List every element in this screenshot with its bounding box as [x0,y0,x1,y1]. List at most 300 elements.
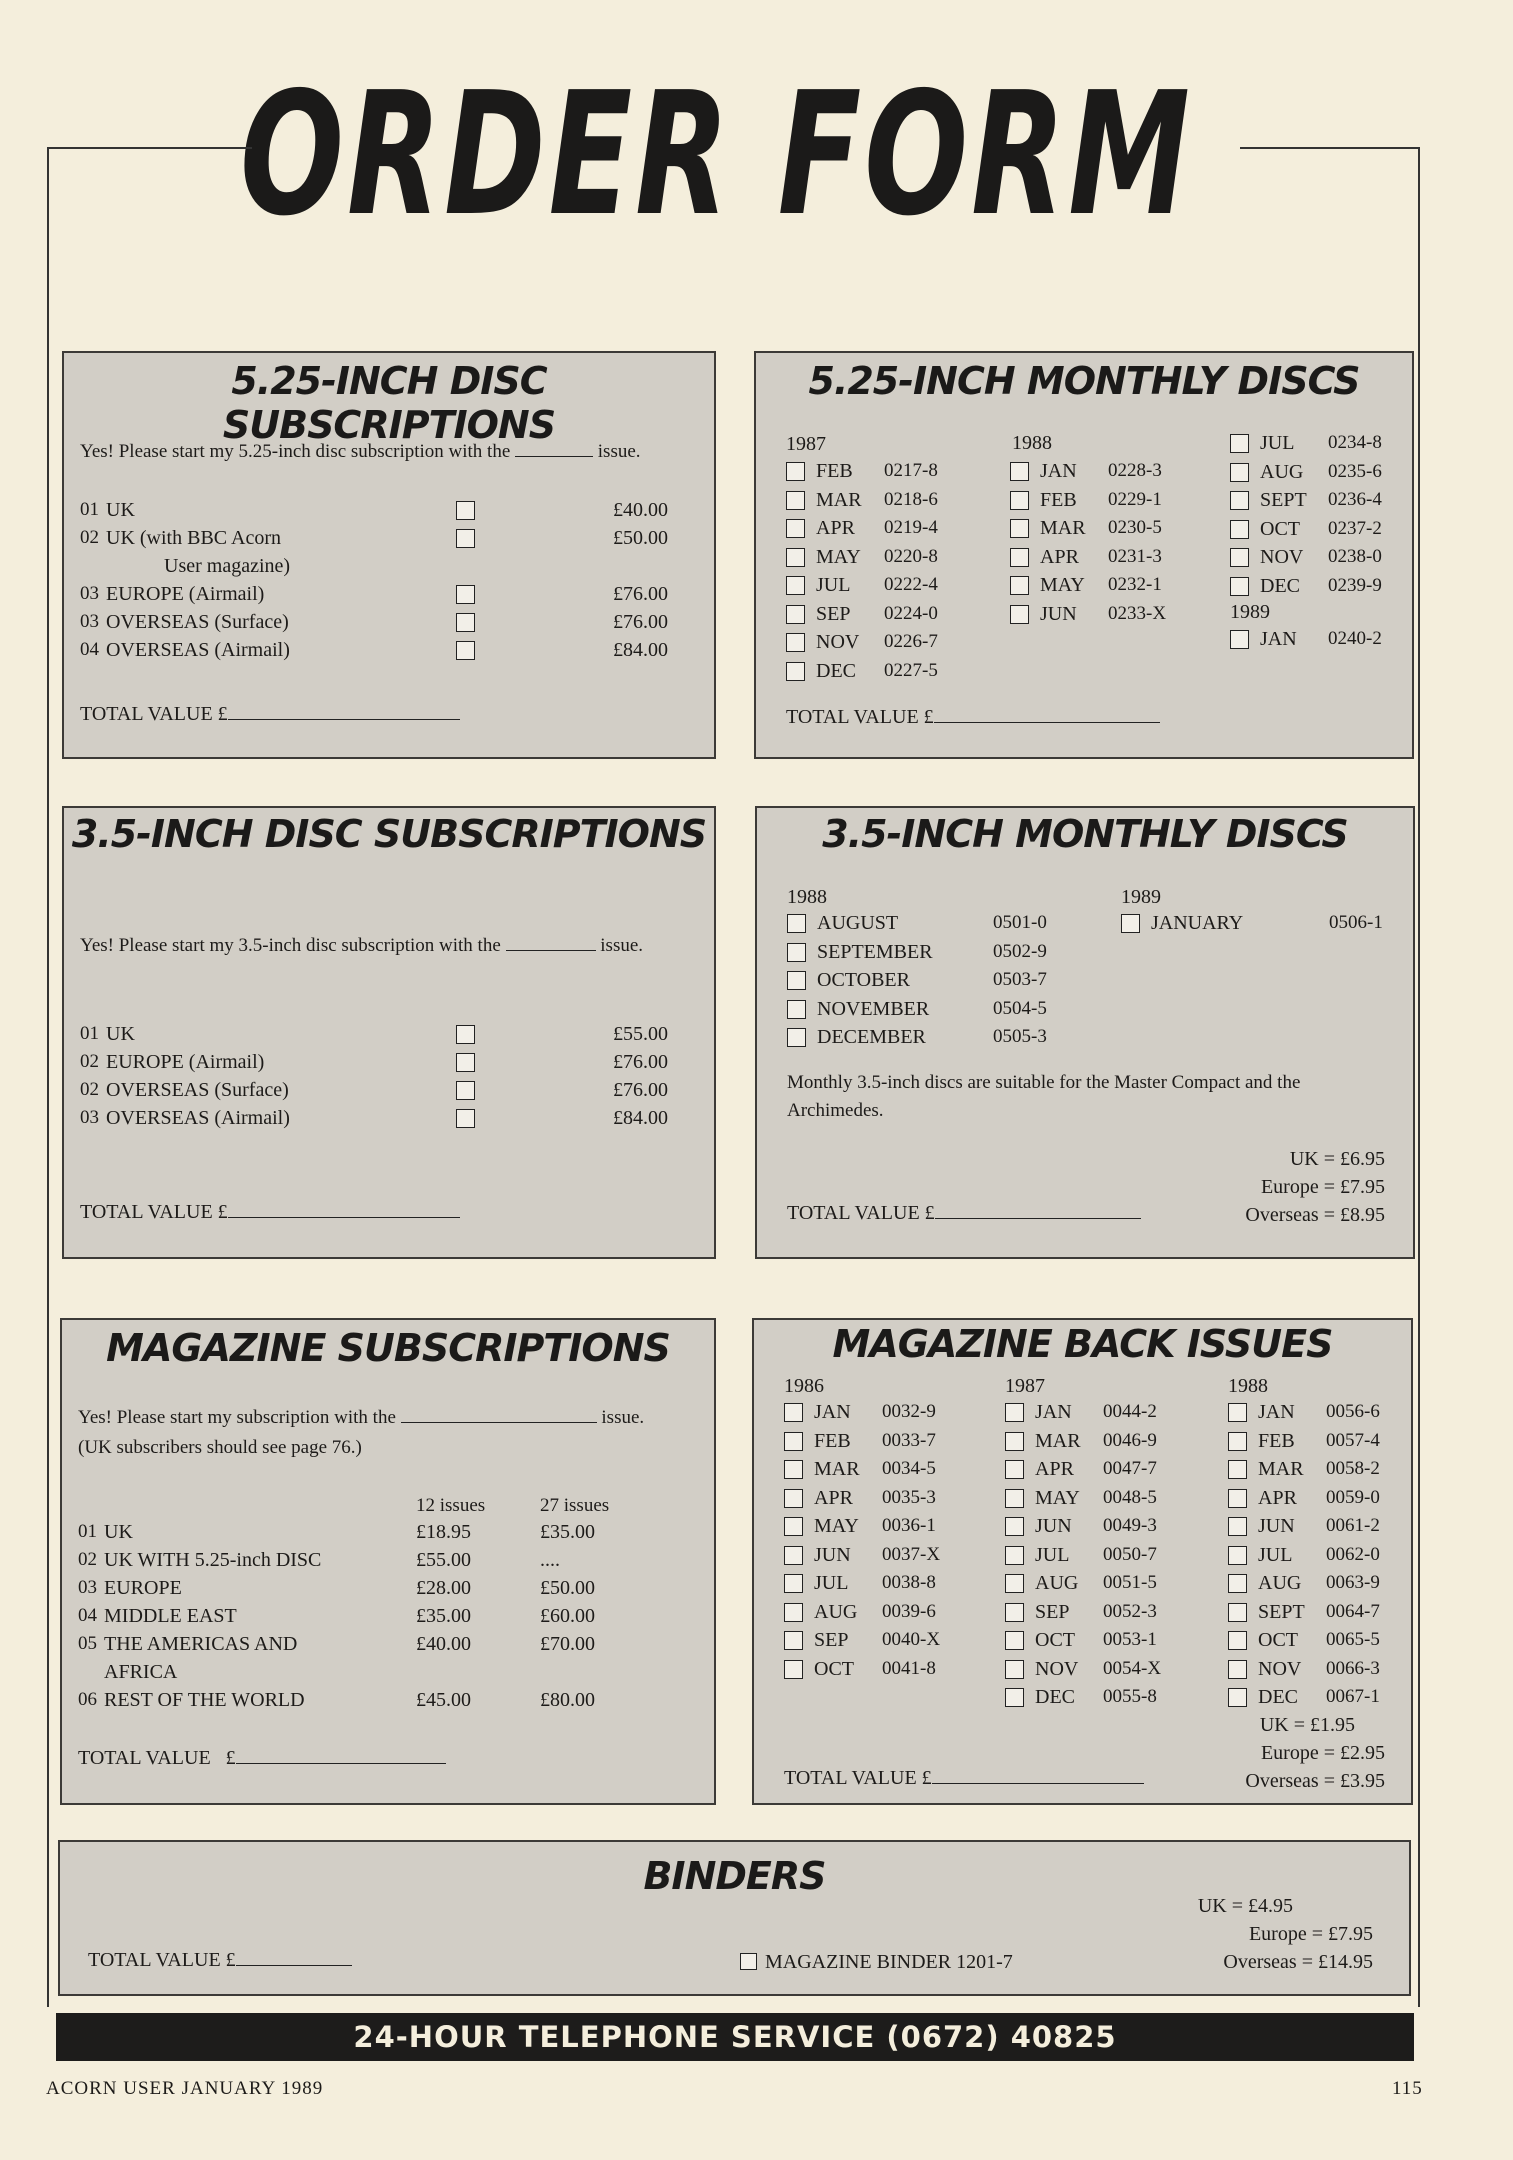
price-12-issues: £35.00 [416,1605,471,1627]
item-name: OVERSEAS (Surface) [106,1079,289,1101]
month-checkbox[interactable] [1005,1546,1024,1565]
total-value-field[interactable] [236,1947,352,1966]
month-label: JUL [816,574,851,596]
subscription-checkbox[interactable] [456,1025,475,1044]
month-code: 0039-6 [882,1600,936,1622]
month-label: OCT [1260,517,1300,540]
month-label: OCTOBER [817,969,910,991]
month-code: 0034-5 [882,1458,936,1479]
month-label: AUGUST [817,912,899,934]
issue-field[interactable] [506,932,596,951]
item-name-continued: User magazine) [164,555,291,577]
item-name: OVERSEAS (Airmail) [106,639,290,661]
month-checkbox[interactable] [1005,1574,1024,1593]
item-name: UK [106,1023,135,1045]
price-27-issues: .... [540,1549,560,1571]
month-checkbox[interactable] [784,1403,803,1422]
month-code: 0230-5 [1108,517,1162,538]
subscription-checkbox[interactable] [456,641,475,660]
item-name: EUROPE [104,1577,182,1599]
year-label: 1988 [787,886,827,908]
month-label: JUN [1035,1515,1072,1537]
subscription-checkbox[interactable] [456,1053,475,1072]
month-checkbox[interactable] [786,519,805,538]
magazine-subscriptions-panel [60,1318,716,1805]
month-checkbox[interactable] [1010,491,1029,510]
price-27-issues: £60.00 [540,1605,595,1627]
month-checkbox[interactable] [787,914,806,933]
month-code: 0054-X [1103,1657,1162,1679]
month-code: 0055-8 [1103,1686,1157,1707]
month-checkbox[interactable] [1230,548,1249,567]
item-name: AFRICA [104,1661,178,1683]
price-27-issues: £70.00 [540,1633,595,1655]
total-value-field[interactable] [236,1745,446,1764]
month-checkbox[interactable] [786,491,805,510]
month-label: SEPT [1260,489,1307,511]
total-value-field[interactable] [228,701,460,720]
price-europe: Europe = £7.95 [1260,1176,1385,1198]
month-label: SEP [814,1629,849,1651]
price-27-issues: £80.00 [540,1689,595,1711]
month-code: 0239-9 [1328,574,1382,596]
month-checkbox[interactable] [1010,548,1029,567]
page-title: ORDER FORM [240,56,1193,254]
item-name: MIDDLE EAST [104,1605,237,1627]
item-name: UK (with BBC Acorn [106,527,281,549]
month-checkbox[interactable] [1230,463,1249,482]
month-code: 0051-5 [1103,1572,1157,1593]
month-code: 0229-1 [1108,488,1162,510]
item-code: 02 [80,1051,99,1072]
item-name: EUROPE (Airmail) [106,1051,265,1073]
month-code: 0232-1 [1108,574,1162,595]
item-code: 02 [80,1079,99,1100]
month-checkbox[interactable] [1230,577,1249,596]
month-checkbox[interactable] [787,971,806,990]
subscription-checkbox[interactable] [456,1109,475,1128]
year-label: 1989 [1121,886,1161,908]
month-label: MAY [816,545,861,568]
item-code: 01 [80,499,99,520]
month-checkbox[interactable] [786,633,805,652]
month-code: 0218-6 [884,488,938,510]
month-label: JUL [814,1572,849,1594]
item-code: 03 [80,611,99,632]
month-label: OCT [1035,1629,1075,1651]
frame-line [1240,147,1418,149]
item-code: 06 [78,1689,97,1710]
month-checkbox[interactable] [1121,914,1140,933]
month-checkbox[interactable] [784,1460,803,1479]
month-label: JAN [1040,460,1077,482]
month-label: OCT [814,1657,854,1680]
year-label: 1987 [1005,1375,1045,1397]
month-code: 0053-1 [1103,1629,1157,1650]
month-code: 0227-5 [884,659,938,681]
month-checkbox[interactable] [1005,1660,1024,1679]
price-12-issues: £45.00 [416,1689,471,1711]
month-code: 0049-3 [1103,1515,1157,1536]
month-label: APR [816,517,855,539]
month-code: 0036-1 [882,1515,936,1536]
month-label: MAY [1035,1486,1080,1509]
panel-heading: MAGAZINE BACK ISSUES [832,1322,1333,1366]
month-code: 0048-5 [1103,1486,1157,1508]
item-price: £40.00 [613,499,668,521]
month-checkbox[interactable] [1228,1603,1247,1622]
month-code: 0065-5 [1326,1629,1380,1650]
disc525-monthly-panel [754,351,1414,759]
item-price: £55.00 [613,1023,668,1045]
subscription-checkbox[interactable] [456,1081,475,1100]
month-checkbox[interactable] [1010,519,1029,538]
month-label: FEB [814,1429,851,1452]
total-value-field[interactable] [228,1199,460,1218]
footer-issue: ACORN USER JANUARY 1989 [46,2078,324,2099]
month-label: JAN [1260,628,1297,650]
note-text: Monthly 3.5-inch discs are suitable for the Master Compact and the [787,1072,1301,1093]
month-label: JANUARY [1151,912,1244,934]
price-overseas: Overseas = £8.95 [1245,1204,1385,1226]
column-header-12: 12 issues [416,1495,486,1516]
item-price: £84.00 [613,639,668,661]
total-value-row: TOTAL VALUE £ [786,703,1160,731]
month-label: FEB [816,460,853,482]
month-label: APR [1258,1486,1297,1509]
month-code: 0032-9 [882,1401,936,1422]
price-europe: Europe = £2.95 [1260,1742,1385,1764]
month-code: 0504-5 [993,997,1047,1019]
month-label: JUN [1258,1515,1295,1537]
month-code: 0035-3 [882,1486,936,1508]
item-price: £84.00 [613,1107,668,1129]
month-label: DEC [816,659,856,682]
month-code: 0235-6 [1328,460,1382,482]
month-checkbox[interactable] [786,548,805,567]
month-label: AUG [814,1600,858,1623]
month-code: 0056-6 [1326,1401,1380,1422]
month-label: DEC [1260,574,1300,597]
month-code: 0503-7 [993,969,1047,990]
month-code: 0046-9 [1103,1429,1157,1451]
month-label: FEB [1040,488,1077,511]
magazine-back-issues-panel [752,1318,1413,1805]
price-overseas: Overseas = £3.95 [1245,1770,1385,1792]
month-label: DEC [1258,1686,1298,1708]
month-checkbox[interactable] [1230,520,1249,539]
month-code: 0052-3 [1103,1600,1157,1622]
month-checkbox[interactable] [787,1028,806,1047]
year-label: 1987 [786,433,826,455]
month-code: 0502-9 [993,940,1047,962]
month-checkbox[interactable] [784,1603,803,1622]
item-price: £76.00 [613,611,668,633]
subscription-checkbox[interactable] [456,613,475,632]
month-checkbox[interactable] [784,1517,803,1536]
month-checkbox[interactable] [1228,1574,1247,1593]
intro-text: Yes! Please start my subscription with the issue. [78,1404,644,1432]
month-checkbox[interactable] [784,1631,803,1650]
month-checkbox[interactable] [787,943,806,962]
item-code: 01 [80,1023,99,1044]
price-12-issues: £40.00 [416,1633,471,1655]
item-code: 04 [80,639,99,660]
item-code: 03 [78,1577,97,1598]
issue-field[interactable] [515,438,593,457]
month-checkbox[interactable] [1228,1432,1247,1451]
month-label: APR [1040,545,1079,568]
disc35-monthly-panel [755,806,1415,1259]
month-label: APR [814,1486,853,1509]
month-label: JUL [1260,432,1295,454]
month-label: JAN [814,1401,851,1423]
month-label: SEPTEMBER [817,940,933,963]
month-label: NOV [1260,546,1304,568]
month-code: 0234-8 [1328,432,1382,453]
month-label: JAN [1258,1401,1295,1423]
month-label: MAR [1258,1458,1304,1480]
month-checkbox[interactable] [1228,1489,1247,1508]
panel-heading: 5.25-INCH MONTHLY DISCS [808,359,1360,403]
month-checkbox[interactable] [1228,1517,1247,1536]
month-code: 0217-8 [884,460,938,481]
month-label: JUN [1040,602,1077,625]
month-label: OCT [1258,1629,1298,1651]
total-value-field[interactable] [934,704,1160,723]
item-name: UK [106,499,135,521]
intro-note: (UK subscribers should see page 76.) [78,1437,362,1458]
total-value-row: TOTAL VALUE £ [80,700,460,728]
month-code: 0501-0 [993,912,1047,933]
month-checkbox[interactable] [784,1574,803,1593]
month-code: 0240-2 [1328,628,1382,649]
price-27-issues: £50.00 [540,1577,595,1599]
issue-field[interactable] [401,1404,597,1423]
month-checkbox[interactable] [786,462,805,481]
month-checkbox[interactable] [1005,1403,1024,1422]
month-checkbox[interactable] [787,1000,806,1019]
frame-line [47,147,49,2007]
month-label: JUL [1258,1543,1293,1566]
footer-page-number: 115 [1392,2078,1423,2099]
month-label: APR [1035,1458,1074,1480]
panel-heading: BINDERS [643,1854,826,1898]
item-name: REST OF THE WORLD [104,1689,305,1711]
month-code: 0237-2 [1328,517,1382,539]
total-value-row: TOTAL VALUE £ [784,1764,1144,1792]
month-label: MAY [1040,574,1085,596]
year-label: 1986 [784,1375,824,1397]
month-label: DECEMBER [817,1026,926,1048]
month-checkbox[interactable] [1005,1603,1024,1622]
item-code: 03 [80,1107,99,1128]
month-label: NOV [816,631,860,653]
panel-heading: 5.25-INCH DISC SUBSCRIPTIONS [222,359,556,447]
month-checkbox[interactable] [786,576,805,595]
item-price: £76.00 [613,583,668,605]
month-code: 0063-9 [1326,1572,1380,1593]
month-code: 0228-3 [1108,460,1162,481]
price-27-issues: £35.00 [540,1521,595,1543]
disc525-subscriptions-panel [62,351,716,759]
month-label: SEP [816,602,851,625]
month-label: FEB [1258,1429,1295,1452]
item-name: OVERSEAS (Surface) [106,611,289,633]
item-price: £76.00 [613,1079,668,1101]
month-label: JUN [814,1543,851,1566]
total-value-field[interactable] [932,1765,1144,1784]
note-text: Archimedes. [787,1100,884,1121]
month-label: SEP [1035,1600,1070,1623]
month-code: 0047-7 [1103,1458,1157,1479]
total-value-row: TOTAL VALUE £ [80,1198,460,1226]
month-checkbox[interactable] [1005,1517,1024,1536]
month-checkbox[interactable] [1230,630,1249,649]
year-label: 1989 [1230,601,1270,623]
item-code: 02 [80,527,99,548]
month-code: 0224-0 [884,602,938,624]
item-code: 03 [80,583,99,604]
binder-checkbox[interactable] [740,1953,757,1970]
month-code: 0231-3 [1108,545,1162,567]
total-value-row: TOTAL VALUE £ [787,1199,1141,1227]
month-code: 0040-X [882,1629,941,1650]
panel-heading: 3.5-INCH MONTHLY DISCS [822,812,1348,856]
month-label: AUG [1035,1572,1079,1594]
month-label: NOV [1258,1657,1302,1680]
total-value-row: TOTAL VALUE £ [78,1744,446,1772]
month-checkbox[interactable] [1005,1460,1024,1479]
month-code: 0064-7 [1326,1600,1380,1622]
price-uk: UK = £1.95 [1259,1714,1355,1736]
month-code: 0238-0 [1328,546,1382,567]
price-12-issues: £55.00 [416,1549,471,1571]
month-label: MAR [816,488,862,511]
price-overseas: Overseas = £14.95 [1223,1951,1373,1973]
month-checkbox[interactable] [1228,1403,1247,1422]
month-checkbox[interactable] [784,1660,803,1679]
telephone-banner: 24-HOUR TELEPHONE SERVICE (0672) 40825 [56,2013,1414,2061]
total-value-field[interactable] [935,1200,1141,1219]
month-code: 0066-3 [1326,1657,1380,1679]
month-checkbox[interactable] [1005,1489,1024,1508]
month-label: JAN [1035,1401,1072,1423]
month-label: MAR [1040,517,1086,539]
month-checkbox[interactable] [1010,605,1029,624]
item-code: 05 [78,1633,97,1654]
month-checkbox[interactable] [1228,1631,1247,1650]
item-code: 04 [78,1605,97,1626]
month-checkbox[interactable] [1230,434,1249,453]
month-label: NOVEMBER [817,997,930,1020]
year-label: 1988 [1012,432,1052,454]
month-checkbox[interactable] [1005,1432,1024,1451]
month-code: 0222-4 [884,574,938,595]
month-code: 0220-8 [884,545,938,567]
item-code: 01 [78,1521,97,1542]
month-code: 0050-7 [1103,1543,1157,1565]
month-code: 0057-4 [1326,1429,1380,1451]
year-label: 1988 [1228,1375,1268,1397]
month-code: 0505-3 [993,1026,1047,1047]
subscription-checkbox[interactable] [456,529,475,548]
month-checkbox[interactable] [784,1489,803,1508]
month-label: MAR [814,1458,860,1480]
column-header-27: 27 issues [540,1495,610,1516]
price-12-issues: £18.95 [416,1521,471,1543]
month-label: JUL [1035,1543,1070,1566]
frame-line [1418,147,1420,2007]
month-label: AUG [1260,460,1304,483]
month-checkbox[interactable] [1228,1460,1247,1479]
month-checkbox[interactable] [1230,491,1249,510]
month-label: DEC [1035,1686,1075,1708]
price-europe: Europe = £7.95 [1248,1923,1373,1945]
frame-line [47,147,252,149]
month-checkbox[interactable] [1010,576,1029,595]
item-name: OVERSEAS (Airmail) [106,1107,290,1129]
month-code: 0233-X [1108,602,1167,624]
month-checkbox[interactable] [786,605,805,624]
month-checkbox[interactable] [1228,1688,1247,1707]
item-code: 02 [78,1549,97,1570]
subscription-checkbox[interactable] [456,585,475,604]
month-code: 0044-2 [1103,1401,1157,1422]
month-code: 0033-7 [882,1429,936,1451]
month-checkbox[interactable] [1010,462,1029,481]
month-checkbox[interactable] [784,1432,803,1451]
month-code: 0038-8 [882,1572,936,1593]
month-code: 0226-7 [884,631,938,652]
month-label: AUG [1258,1572,1302,1594]
item-price: £76.00 [613,1051,668,1073]
month-checkbox[interactable] [1228,1660,1247,1679]
month-checkbox[interactable] [1228,1546,1247,1565]
month-label: SEPT [1258,1600,1305,1623]
month-label: NOV [1035,1657,1079,1680]
price-uk: UK = £4.95 [1197,1895,1293,1917]
intro-text: Yes! Please start my 5.25-inch disc subscription with the issue. [80,438,641,466]
binders-panel [58,1840,1411,1996]
month-code: 0061-2 [1326,1515,1380,1536]
month-code: 0037-X [882,1543,941,1565]
item-name: EUROPE (Airmail) [106,583,265,605]
month-checkbox[interactable] [1005,1688,1024,1707]
item-name: THE AMERICAS AND [104,1633,298,1655]
intro-text: Yes! Please start my 3.5-inch disc subscription with the issue. [80,932,643,960]
item-name: UK WITH 5.25-inch DISC [104,1549,322,1571]
panel-heading: 3.5-INCH DISC SUBSCRIPTIONS [71,812,707,856]
total-value-row: TOTAL VALUE £ [88,1946,352,1974]
panel-heading: MAGAZINE SUBSCRIPTIONS [106,1326,670,1370]
month-code: 0067-1 [1326,1686,1380,1707]
disc35-subscriptions-panel [62,806,716,1259]
month-code: 0059-0 [1326,1486,1380,1508]
month-code: 0041-8 [882,1657,936,1679]
month-checkbox[interactable] [784,1546,803,1565]
month-code: 0506-1 [1329,912,1383,933]
binder-item: MAGAZINE BINDER 1201-7 [740,1948,1013,1976]
month-code: 0219-4 [884,517,938,538]
month-label: MAR [1035,1429,1081,1452]
month-checkbox[interactable] [786,662,805,681]
price-uk: UK = £6.95 [1289,1148,1385,1170]
price-12-issues: £28.00 [416,1577,471,1599]
subscription-checkbox[interactable] [456,501,475,520]
month-code: 0058-2 [1326,1458,1380,1479]
month-checkbox[interactable] [1005,1631,1024,1650]
